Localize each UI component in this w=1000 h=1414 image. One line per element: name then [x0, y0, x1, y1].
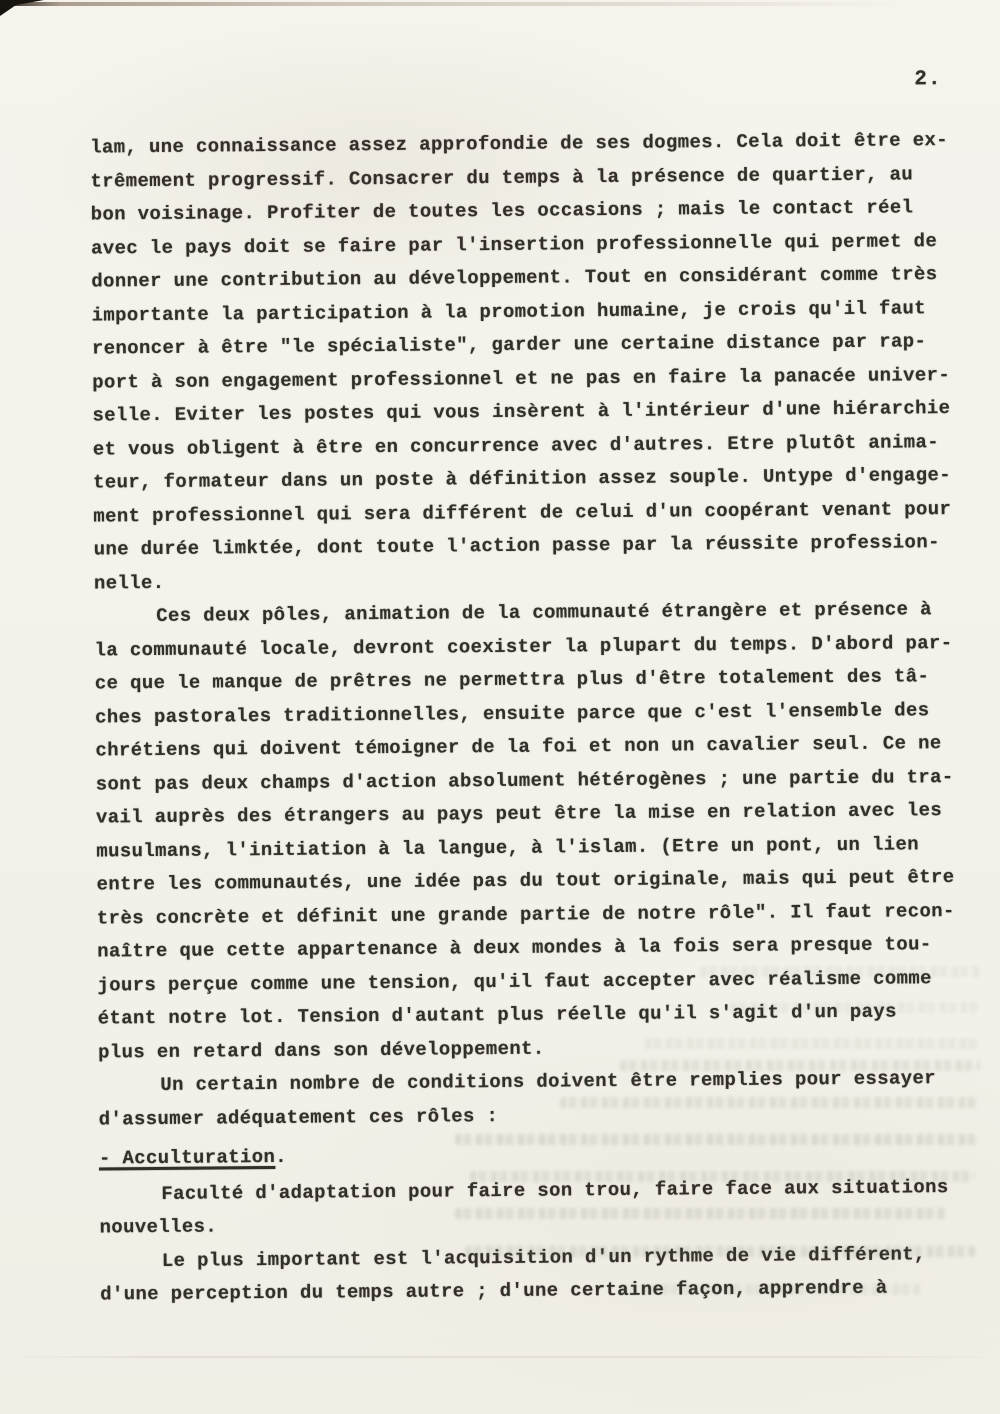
text-line: selle. Eviter les postes qui vous insèrent à l'intérieur d'une hiérarchie	[92, 397, 951, 427]
bleedthrough-line	[455, 1134, 980, 1145]
paragraph-1	[90, 124, 979, 601]
bleedthrough-line	[730, 1002, 980, 1013]
text-line: trêmement progressif. Consacrer du temps à la présence de quartier, au	[90, 162, 914, 193]
text-line: chrétiens qui doivent témoigner de la foi et non un cavalier seul. Ce ne	[95, 732, 942, 762]
bleedthrough-line	[620, 1060, 980, 1071]
text-line: étant notre lot. Tension d'autant plus réelle qu'il s'agit d'un pays	[97, 1000, 897, 1030]
section-heading-label: - Acculturation	[98, 1145, 276, 1170]
paper-crease	[0, 1356, 1000, 1358]
text-line: et vous obligent à être en concurrence avec d'autres. Etre plutôt anima-	[92, 430, 939, 461]
section-heading-period: .	[275, 1145, 288, 1168]
bleedthrough-line	[455, 1208, 945, 1219]
text-line: lam, une connaissance assez approfondie de ses dogmes. Cela doit être ex-	[90, 129, 949, 159]
text-line: importante la participation à la promotion humaine, je crois qu'il faut	[91, 296, 927, 327]
text-line: teur, formateur dans un poste à définition assez souple. Untype d'engage-	[92, 464, 952, 494]
text-line: sont pas deux champs d'action absolument hétérogènes ; une partie du tra-	[95, 765, 954, 796]
text-line: ment professionnel qui sera différent de celui d'un coopérant venant pour	[93, 497, 952, 528]
text-line: la communauté locale, devront coexister la plupart du temps. D'abord par-	[94, 631, 953, 662]
text-line: Un certain nombre de conditions doivent être remplies pour essayer	[160, 1067, 937, 1096]
text-line: entre les communautés, une idée pas du tout originale, mais qui peut être	[96, 866, 955, 896]
bleedthrough-line	[645, 1038, 980, 1049]
text-line: d'assumer adéquatement ces rôles :	[98, 1104, 499, 1131]
text-line: nouvelles.	[99, 1215, 218, 1239]
text-line: musulmans, l'initiation à la langue, à l'islam. (Etre un pont, un lien	[96, 832, 920, 863]
text-line: naître que cette appartenance à deux mondes à la fois sera presque tou-	[97, 933, 932, 963]
bleedthrough-line	[560, 1097, 980, 1108]
text-line: donner une contribution au développement. Tout en considérant comme très	[91, 263, 938, 293]
text-line: renoncer à être "le spécialiste", garder une certaine distance par rap-	[91, 330, 927, 360]
paragraph-2	[94, 593, 983, 1070]
text-line: port à son engagement professionnel et ne pas en faire la panacée univer-	[92, 363, 951, 394]
text-line: nelle.	[93, 571, 165, 595]
text-line: jours perçue comme une tension, qu'il faut accepter avec réalisme comme	[97, 966, 932, 997]
text-line: Le plus important est l'acquisition d'un rythme de vie différent,	[161, 1242, 926, 1272]
bleedthrough-line	[470, 1171, 975, 1182]
text-line: ce que le manque de prêtres ne permettra plus d'être totalement des tâ-	[94, 665, 930, 695]
page-number: 2.	[914, 68, 942, 92]
text-line: Ces deux pôles, animation de la communauté étrangère et présence à	[156, 598, 932, 627]
text-line: très concrète et définit une grande partie de notre rôle". Il faut recon-	[96, 899, 955, 930]
text-line: ches pastorales traditionnelles, ensuite parce que c'est l'ensemble des	[95, 698, 930, 729]
bleedthrough-line	[465, 1246, 975, 1257]
text-line: plus en retard dans son développement.	[97, 1037, 545, 1064]
text-line: Faculté d'adaptation pour faire son trou, faire face aux situations	[161, 1175, 949, 1205]
text-line: avec le pays doit se faire par l'insertion professionnelle qui permet de	[90, 229, 938, 260]
text-line: vail auprès des étrangers au pays peut être la mise en relation avec les	[95, 799, 943, 829]
bleedthrough-line	[620, 1284, 920, 1295]
text-line: bon voisinage. Profiter de toutes les occasions ; mais le contact réel	[90, 196, 914, 226]
bleedthrough-line	[700, 966, 980, 977]
text-line: d'une perception du temps autre ; d'une certaine façon, apprendre à	[100, 1276, 888, 1306]
text-line: une durée limktée, dont toute l'action passe par la réussite profession-	[93, 531, 940, 561]
